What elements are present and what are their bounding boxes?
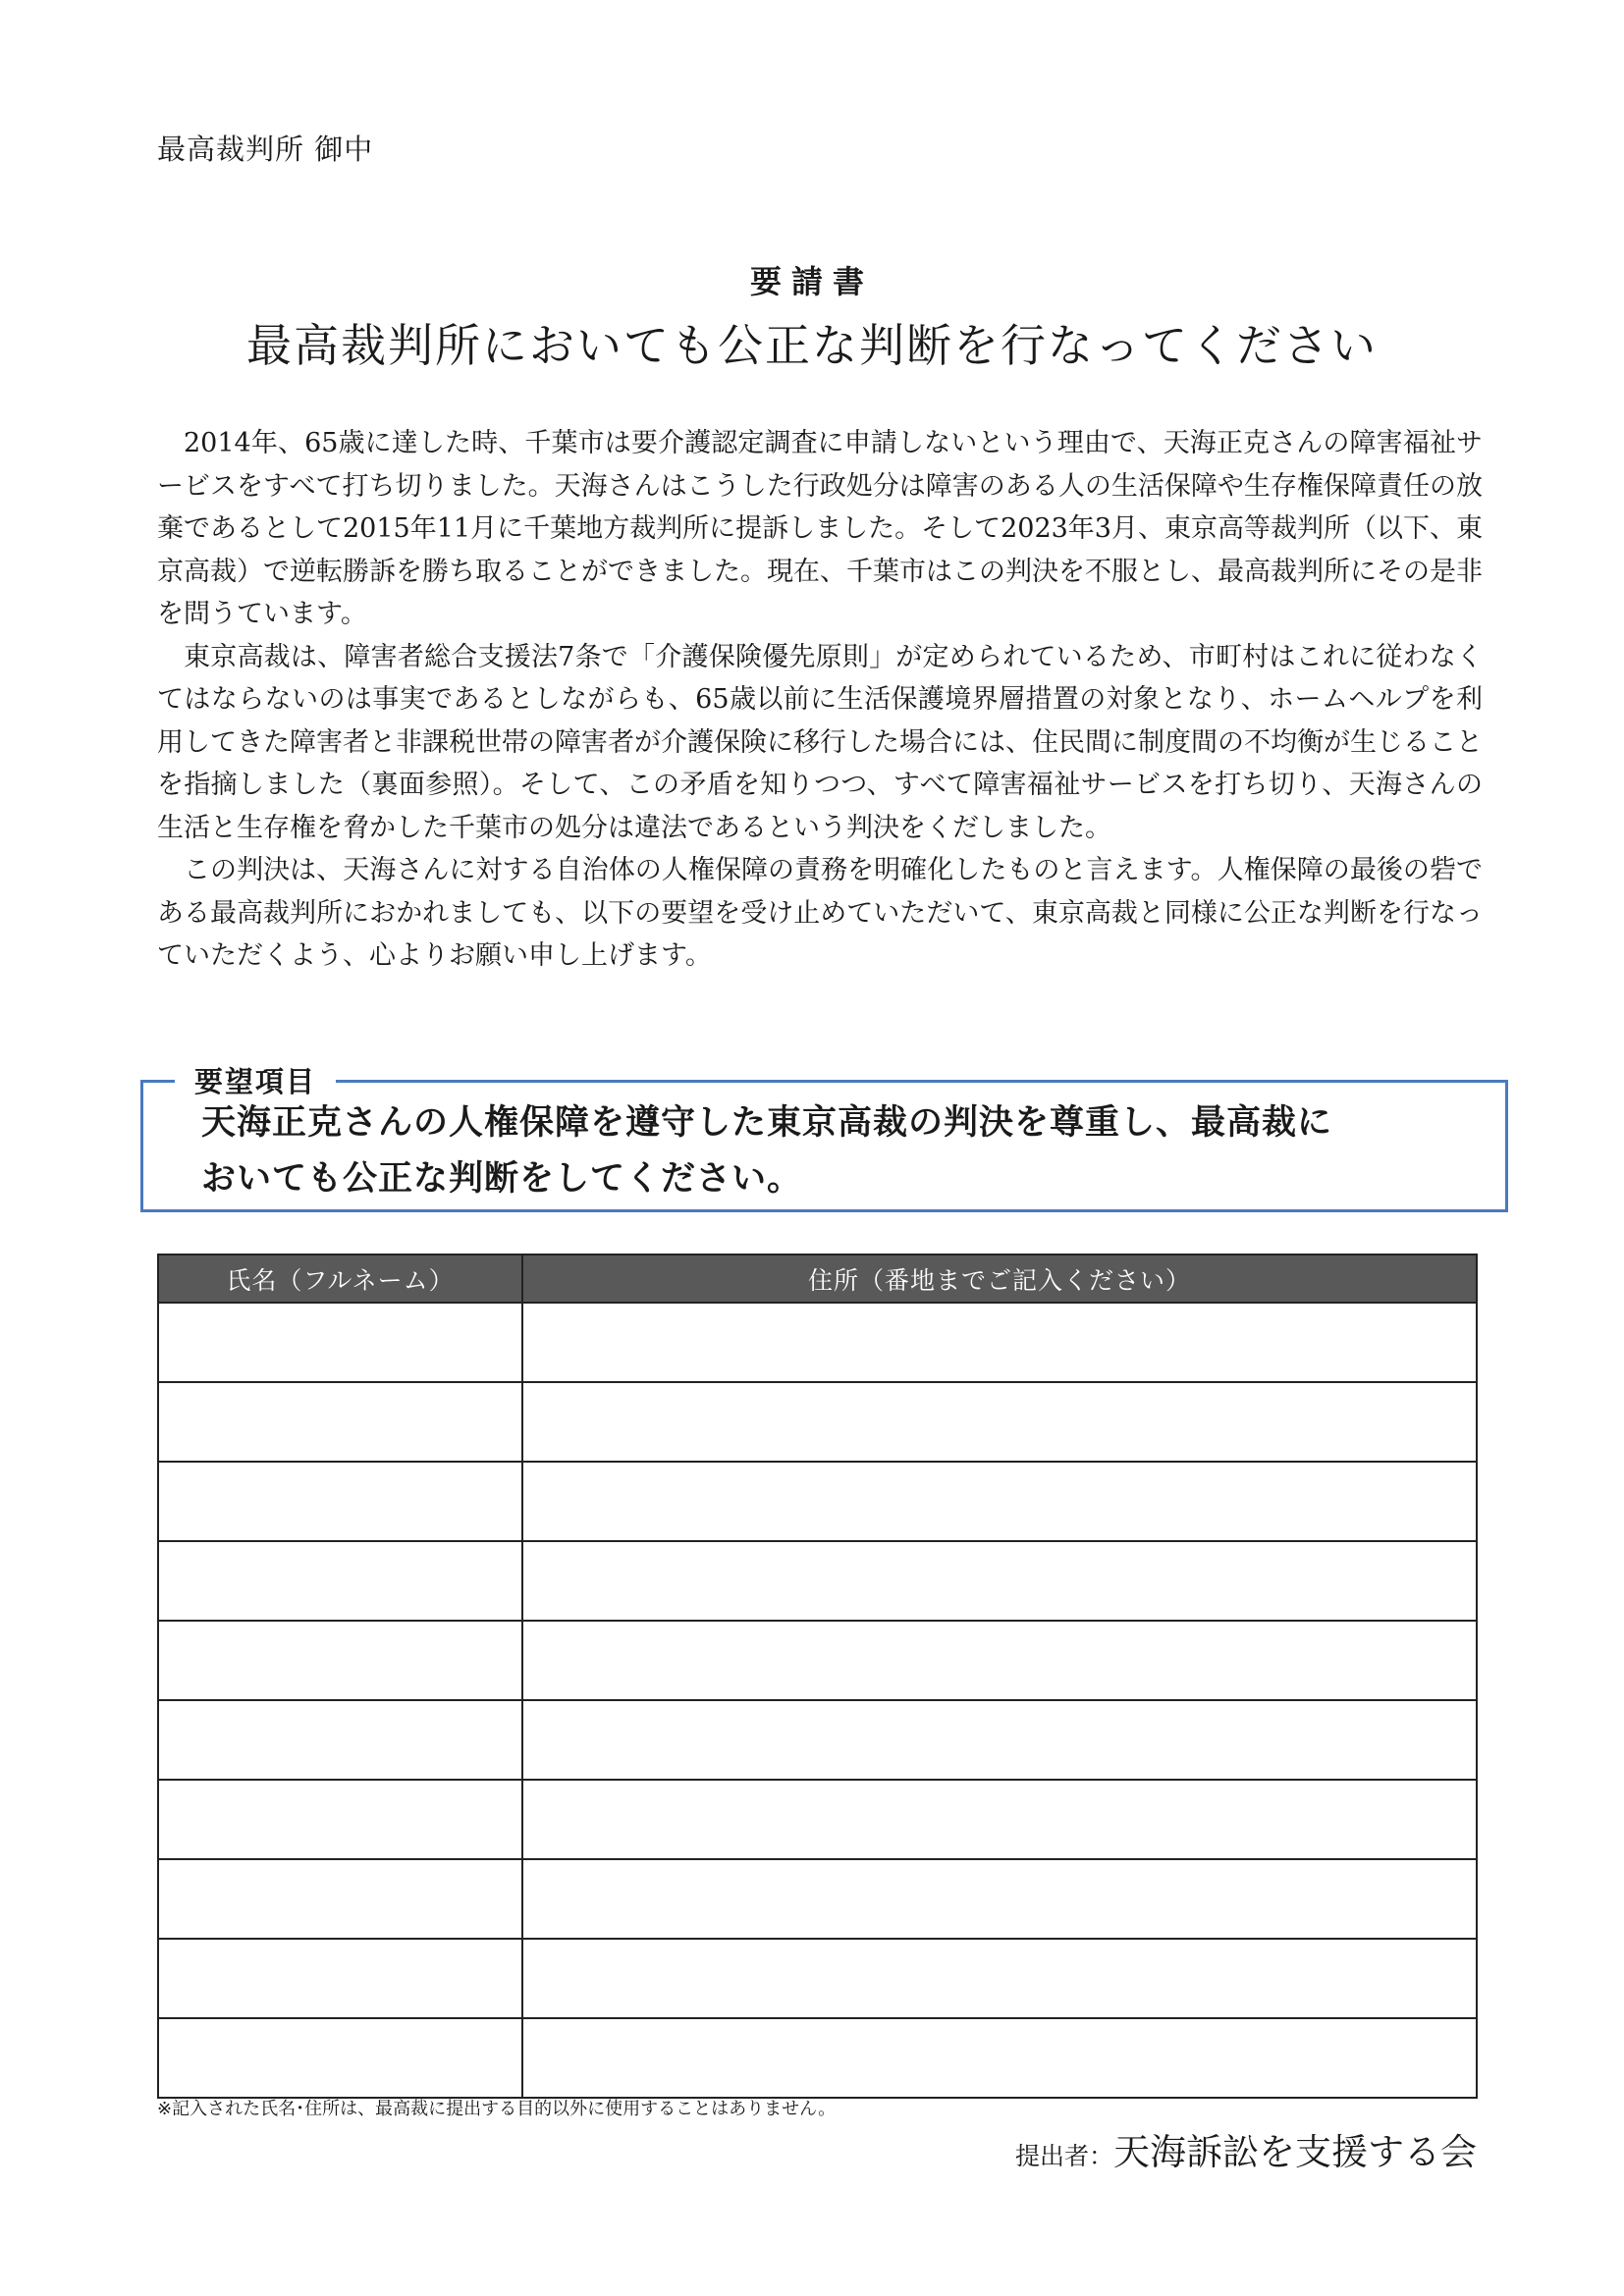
body-paragraph-2: 東京高裁は、障害者総合支援法7条で「介護保険優先原則」が定められているため、市町村はこれに従わなくてはならないのは事実であるとしながらも、65歳以前に生活保護境界層措置の対象となり、ホームヘルプを利用してきた障害者と非課税世帯の障害者が介護保険に移行した場合には、住民間に制度間の不均衡が生じることを指摘しました（裏面参照）。そして、この矛盾を知りつつ、すべて障害福祉サービスを打ち切り、天海さんの生活と生存権を脅かした千葉市の処分は違法であるという判決をくだしました。 — [157, 641, 1483, 843]
demand-legend: 要望項目 — [175, 1060, 336, 1100]
name-cell[interactable] — [158, 1621, 522, 1700]
address-cell[interactable] — [522, 1541, 1477, 1621]
address-cell[interactable] — [522, 1859, 1477, 1939]
body-text — [157, 422, 1483, 978]
body-paragraph-1: 2014年、65歳に達した時、千葉市は要介護認定調査に申請しないという理由で、天海正克さんの障害福祉サービスをすべて打ち切りました。天海さんはこうした行政処分は障害のある人の生活保障や生存権保障責任の放棄であるとして2015年11月に千葉地方裁判所に提訴しました。そして2023年3月、東京高等裁判所（以下、東京高裁）で逆転勝訴を勝ち取ることができました。現在、千葉市はこの判決を不服とし、最高裁判所にその是非を問うています。 — [157, 428, 1483, 629]
address-cell[interactable] — [522, 1462, 1477, 1541]
table-row — [158, 1621, 1477, 1700]
signature-table-body — [158, 1303, 1477, 2098]
address-cell[interactable] — [522, 1700, 1477, 1780]
demand-text — [201, 1095, 1478, 1207]
header-address: 住所（番地までご記入ください） — [522, 1255, 1477, 1303]
body-paragraph-3: この判決は、天海さんに対する自治体の人権保障の責務を明確化したものと言えます。人権保障の最後の砦である最高裁判所におかれましても、以下の要望を受け止めていただいて、東京高裁と同様に公正な判断を行なっていただくよう、心よりお願い申し上げます。 — [157, 855, 1483, 971]
name-cell[interactable] — [158, 1939, 522, 2018]
address-cell[interactable] — [522, 1303, 1477, 1382]
table-row — [158, 1462, 1477, 1541]
table-row — [158, 1700, 1477, 1780]
header-name: 氏名（フルネーム） — [158, 1255, 522, 1303]
address-cell[interactable] — [522, 1939, 1477, 2018]
address-cell[interactable] — [522, 1780, 1477, 1859]
table-row — [158, 1780, 1477, 1859]
addressee: 最高裁判所 御中 — [157, 133, 374, 166]
name-cell[interactable] — [158, 1382, 522, 1462]
submitter-name: 天海訴訟を支援する会 — [1113, 2131, 1477, 2173]
demand-line-1: 天海正克さんの人権保障を遵守した東京高裁の判決を尊重し、最高裁に — [201, 1103, 1333, 1143]
signature-table — [157, 1254, 1478, 2099]
table-row — [158, 2018, 1477, 2098]
table-row — [158, 1939, 1477, 2018]
name-cell[interactable] — [158, 1462, 522, 1541]
document-type: 要請書 — [749, 263, 874, 300]
submitter-label: 提出者： — [1014, 2142, 1113, 2170]
demand-line-2: おいても公正な判断をしてください。 — [201, 1159, 803, 1199]
address-cell[interactable] — [522, 1382, 1477, 1462]
submitter — [1015, 2122, 1477, 2175]
name-cell[interactable] — [158, 1700, 522, 1780]
signature-table-header — [158, 1255, 1477, 1303]
address-cell[interactable] — [522, 2018, 1477, 2098]
table-row — [158, 1303, 1477, 1382]
table-row — [158, 1859, 1477, 1939]
name-cell[interactable] — [158, 1541, 522, 1621]
headline: 最高裁判所においても公正な判断を行なってください — [246, 319, 1378, 372]
name-cell[interactable] — [158, 2018, 522, 2098]
name-cell[interactable] — [158, 1780, 522, 1859]
name-cell[interactable] — [158, 1859, 522, 1939]
address-cell[interactable] — [522, 1621, 1477, 1700]
table-row — [158, 1382, 1477, 1462]
footnote: ※記入された氏名･住所は、最高裁に提出する目的以外に使用することはありません。 — [157, 2099, 837, 2119]
name-cell[interactable] — [158, 1303, 522, 1382]
table-row — [158, 1541, 1477, 1621]
